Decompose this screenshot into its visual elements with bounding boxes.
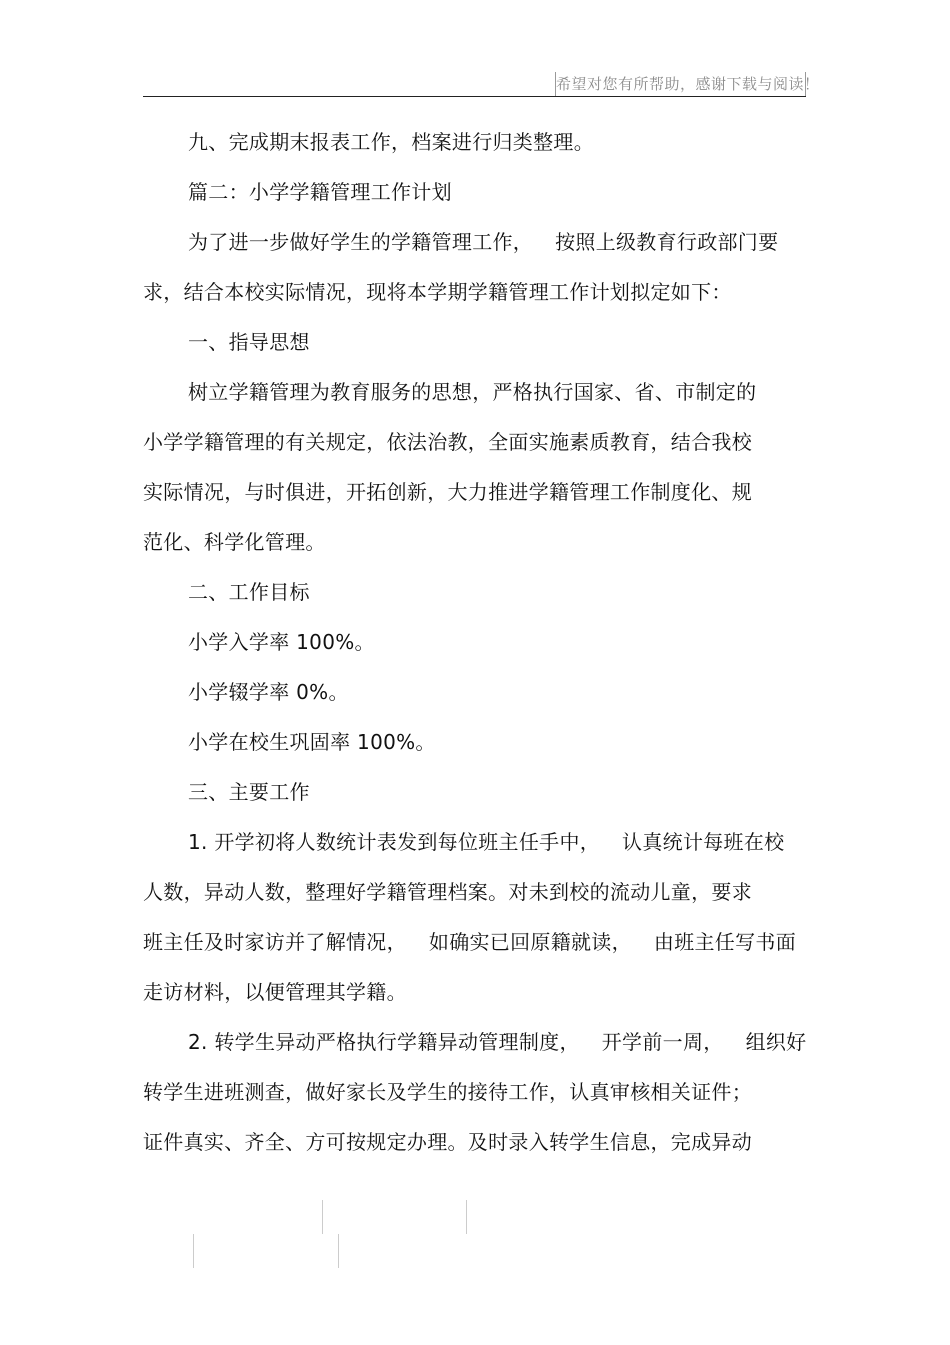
text-segment: 认真统计每班在校 [622,830,785,854]
scan-mark [322,1200,323,1234]
scan-mark [466,1200,467,1234]
scan-mark [193,1234,194,1268]
section-heading: 一、指导思想 [188,330,310,354]
section-title: 篇二：小学学籍管理工作计划 [188,180,452,204]
paragraph-line: 九、完成期末报表工作，档案进行归类整理。 [188,130,594,154]
paragraph-line: 转学生进班测查，做好家长及学生的接待工作，认真审核相关证件； [143,1080,752,1104]
text-segment: 2. 转学生异动严格执行学籍异动管理制度， [188,1030,580,1054]
header-rule [143,96,806,97]
paragraph-line: 求，结合本校实际情况，现将本学期学籍管理工作计划拟定如下： [143,280,732,304]
section-heading: 三、主要工作 [188,780,310,804]
paragraph-line: 树立学籍管理为教育服务的思想，严格执行国家、省、市制定的 [188,380,757,404]
paragraph-line [143,929,796,955]
scan-mark [338,1234,339,1268]
text-segment: 1. 开学初将人数统计表发到每位班主任手中， [188,830,601,854]
paragraph-line: 人数，异动人数，整理好学籍管理档案。对未到校的流动儿童，要求 [143,880,752,904]
paragraph-line: 证件真实、齐全、方可按规定办理。及时录入转学生信息，完成异动 [143,1130,752,1154]
paragraph-line: 范化、科学化管理。 [143,530,326,554]
text-segment: 按照上级教育行政部门要 [555,230,779,254]
text-segment: 开学前一周， [601,1030,724,1054]
target-item: 小学辍学率 0%。 [188,680,349,704]
text-segment: 如确实已回原籍就读， [428,930,632,954]
text-segment: 班主任及时家访并了解情况， [143,930,407,954]
paragraph-line [188,229,778,255]
paragraph-line: 走访材料，以便管理其学籍。 [143,980,407,1004]
paragraph-line: 实际情况，与时俱进，开拓创新，大力推进学籍管理工作制度化、规 [143,480,752,504]
text-segment: 由班主任写书面 [653,930,797,954]
text-segment: 组织好 [745,1030,807,1054]
header-note: 希望对您有所帮助，感谢下载与阅读！ [555,72,806,96]
paragraph-line [188,829,784,855]
text-segment: 为了进一步做好学生的学籍管理工作， [188,230,534,254]
target-item: 小学在校生巩固率 100%。 [188,730,436,754]
section-heading: 二、工作目标 [188,580,310,604]
paragraph-line [188,1029,806,1055]
target-item: 小学入学率 100%。 [188,630,375,654]
paragraph-line: 小学学籍管理的有关规定，依法治教，全面实施素质教育，结合我校 [143,430,752,454]
